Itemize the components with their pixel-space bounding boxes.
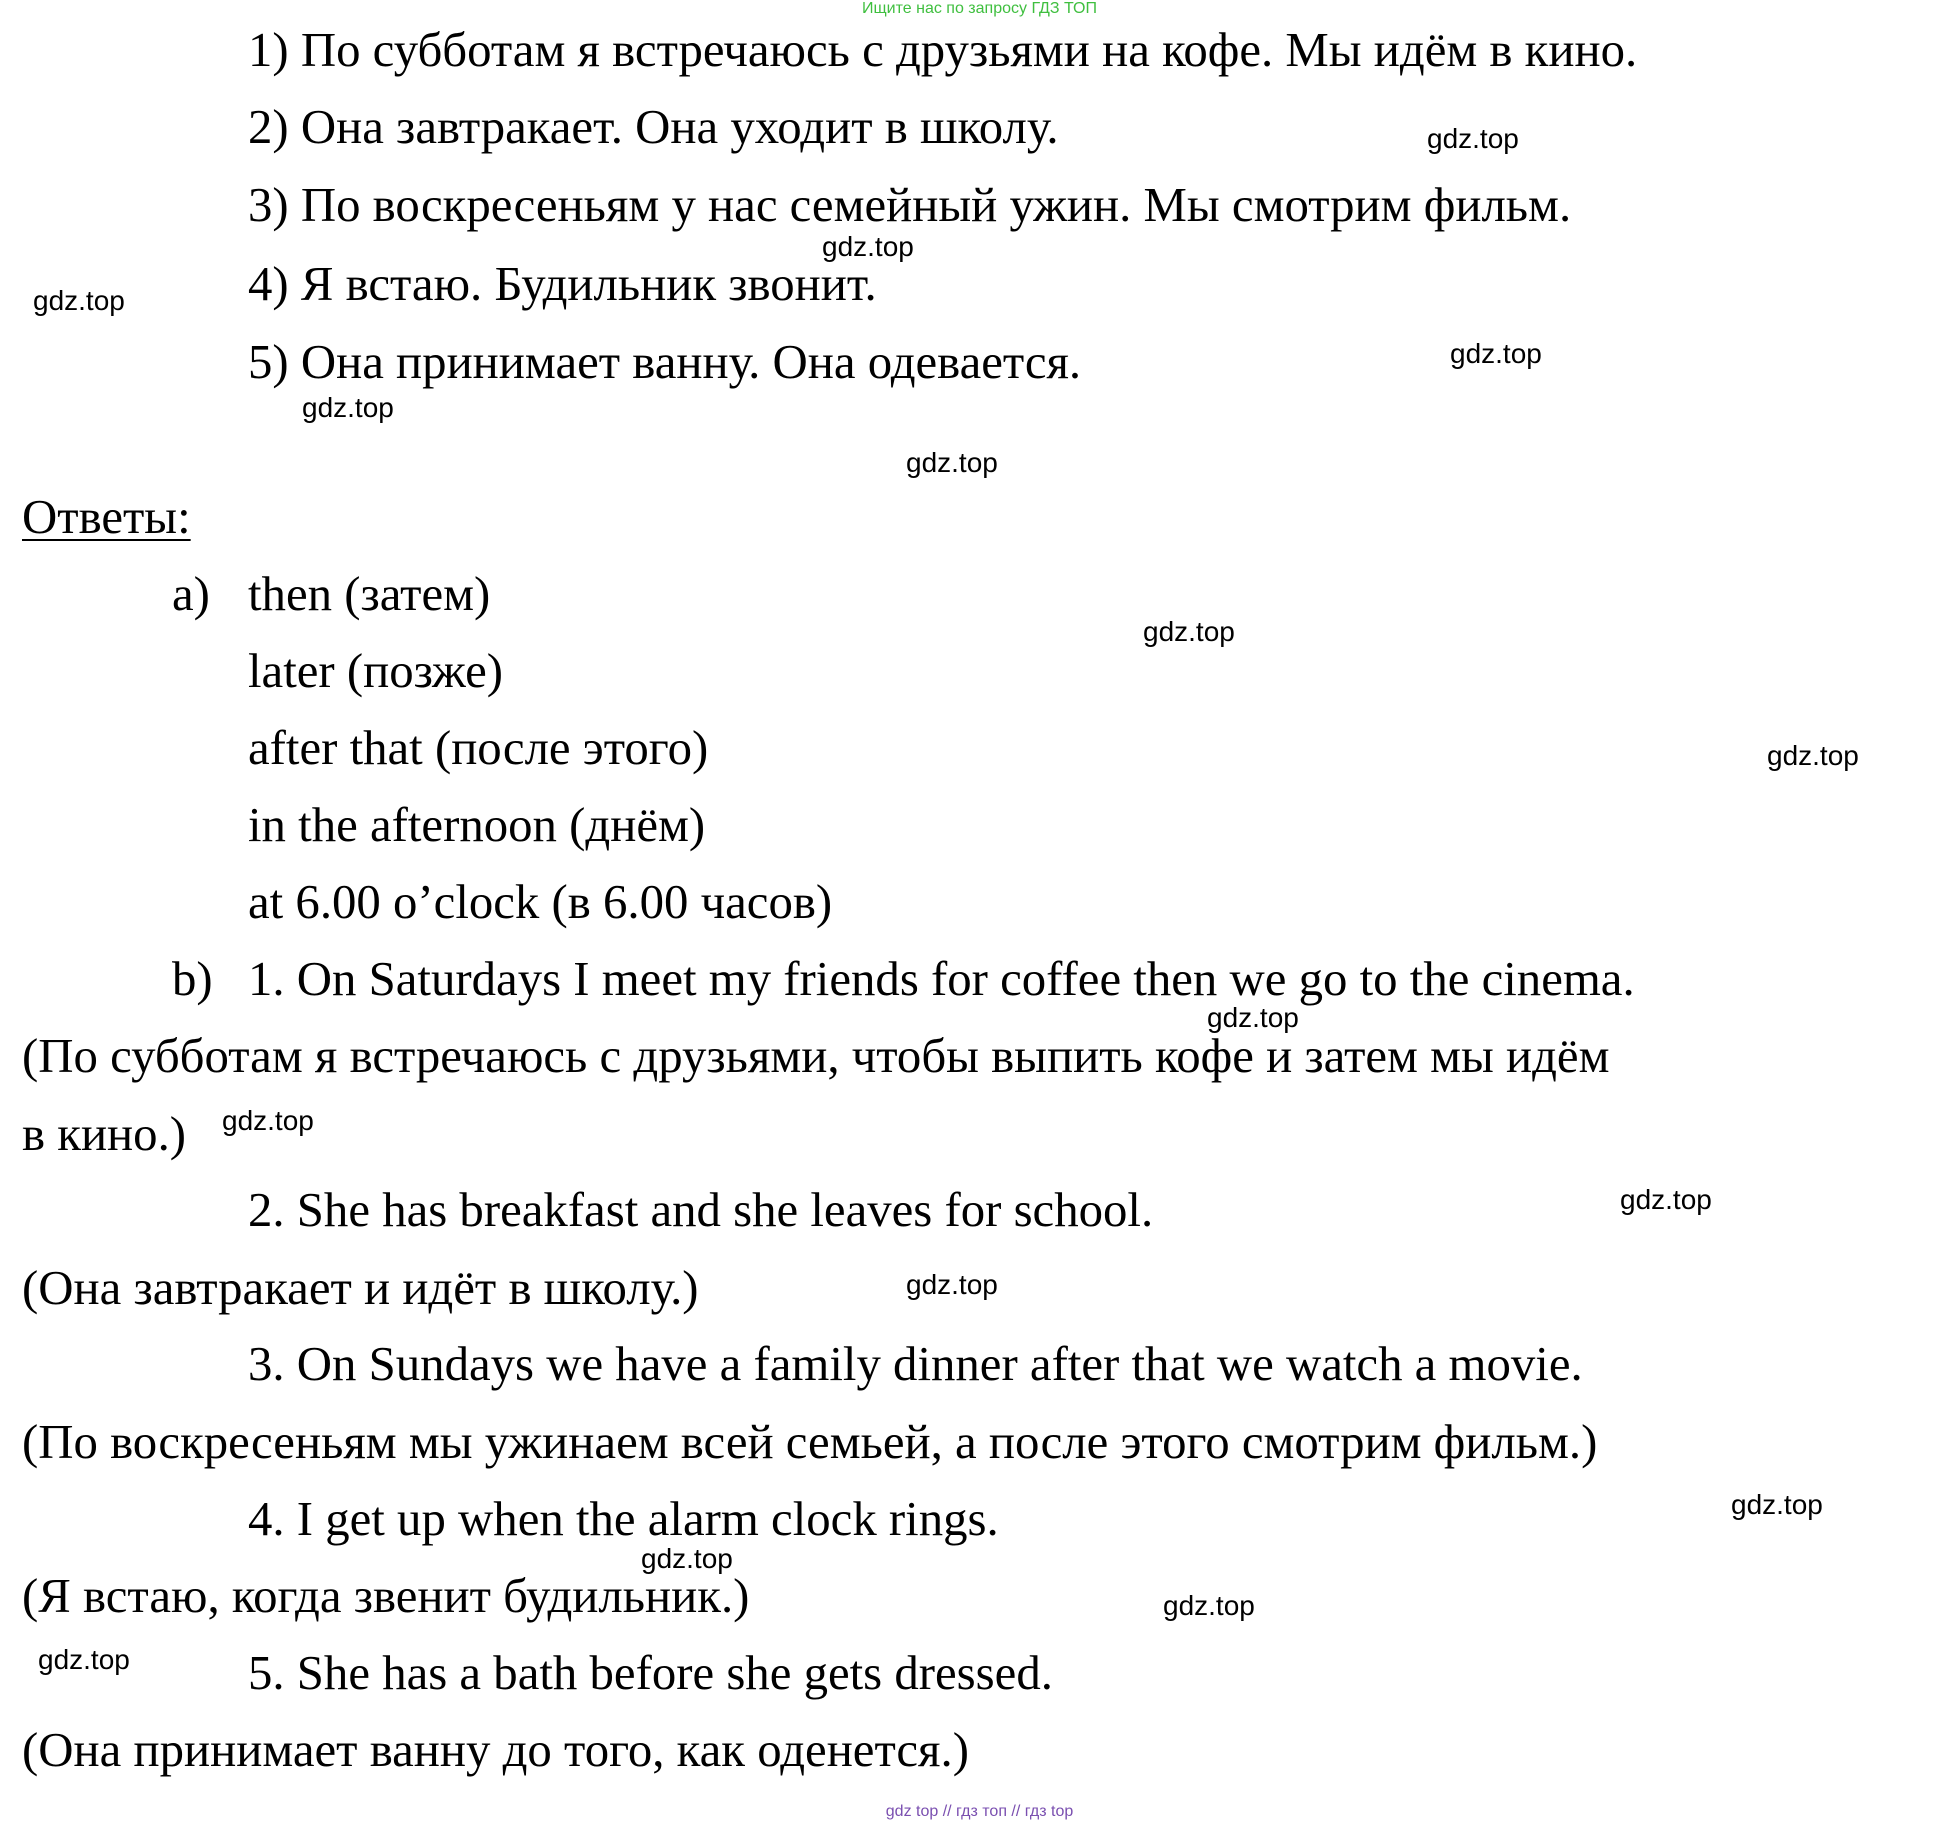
part-a-item: at 6.00 o’clock (в 6.00 часов) (248, 875, 833, 929)
part-a-item: then (затем) (248, 567, 491, 621)
watermark: gdz.top (222, 1105, 314, 1136)
part-b-label: b) (172, 952, 213, 1006)
watermark: gdz.top (33, 285, 125, 316)
watermark: gdz.top (1620, 1184, 1712, 1215)
watermark: gdz.top (1143, 616, 1235, 647)
part-a-item: after that (после этого) (248, 721, 709, 775)
watermark: gdz.top (1207, 1002, 1299, 1033)
task-4: 4) Я встаю. Будильник звонит. (248, 257, 877, 311)
part-a-item: later (позже) (248, 644, 504, 698)
part-b-translation-4: (Я встаю, когда звенит будильник.) (22, 1569, 750, 1623)
part-b-english-5: 5. She has a bath before she gets dressed. (248, 1646, 1053, 1700)
answers-heading: Ответы: (22, 490, 191, 544)
part-b-english-3: 3. On Sundays we have a family dinner after that we watch a movie. (248, 1337, 1583, 1391)
part-b-english-2: 2. She has breakfast and she leaves for school. (248, 1183, 1154, 1237)
part-b-translation-2: (Она завтракает и идёт в школу.) (22, 1261, 699, 1315)
watermark: gdz.top (38, 1644, 130, 1675)
part-a-item: in the afternoon (днём) (248, 798, 706, 852)
task-3: 3) По воскресеньям у нас семейный ужин. Мы смотрим фильм. (248, 178, 1572, 232)
watermark: gdz.top (1767, 740, 1859, 771)
part-b-translation-5: (Она принимает ванну до того, как оденется.) (22, 1723, 969, 1777)
top-banner: Ищите нас по запросу ГДЗ ТОП (862, 0, 1097, 17)
task-5: 5) Она принимает ванну. Она одевается. (248, 335, 1082, 389)
watermark: gdz.top (641, 1543, 733, 1574)
part-b-english-4: 4. I get up when the alarm clock rings. (248, 1492, 999, 1546)
part-b-translation-3: (По воскресеньям мы ужинаем всей семьей, а после этого смотрим фильм.) (22, 1415, 1598, 1469)
bottom-banner: gdz top // гдз топ // гдз top (885, 1803, 1074, 1820)
watermark: gdz.top (1427, 123, 1519, 154)
part-b-english-1: 1. On Saturdays I meet my friends for coffee then we go to the cinema. (248, 952, 1635, 1006)
task-2: 2) Она завтракает. Она уходит в школу. (248, 100, 1059, 154)
watermark: gdz.top (1450, 338, 1542, 369)
watermark: gdz.top (906, 447, 998, 478)
part-b-translation-1-cont: в кино.) (22, 1107, 187, 1161)
task-1: 1) По субботам я встречаюсь с друзьями на кофе. Мы идём в кино. (248, 23, 1638, 77)
watermark: gdz.top (1731, 1489, 1823, 1520)
part-a-label: a) (172, 567, 210, 621)
watermark: gdz.top (1163, 1590, 1255, 1621)
watermark: gdz.top (302, 392, 394, 423)
part-b-translation-1: (По субботам я встречаюсь с друзьями, чтобы выпить кофе и затем мы идём (22, 1029, 1610, 1083)
watermark: gdz.top (906, 1269, 998, 1300)
watermark: gdz.top (822, 231, 914, 262)
